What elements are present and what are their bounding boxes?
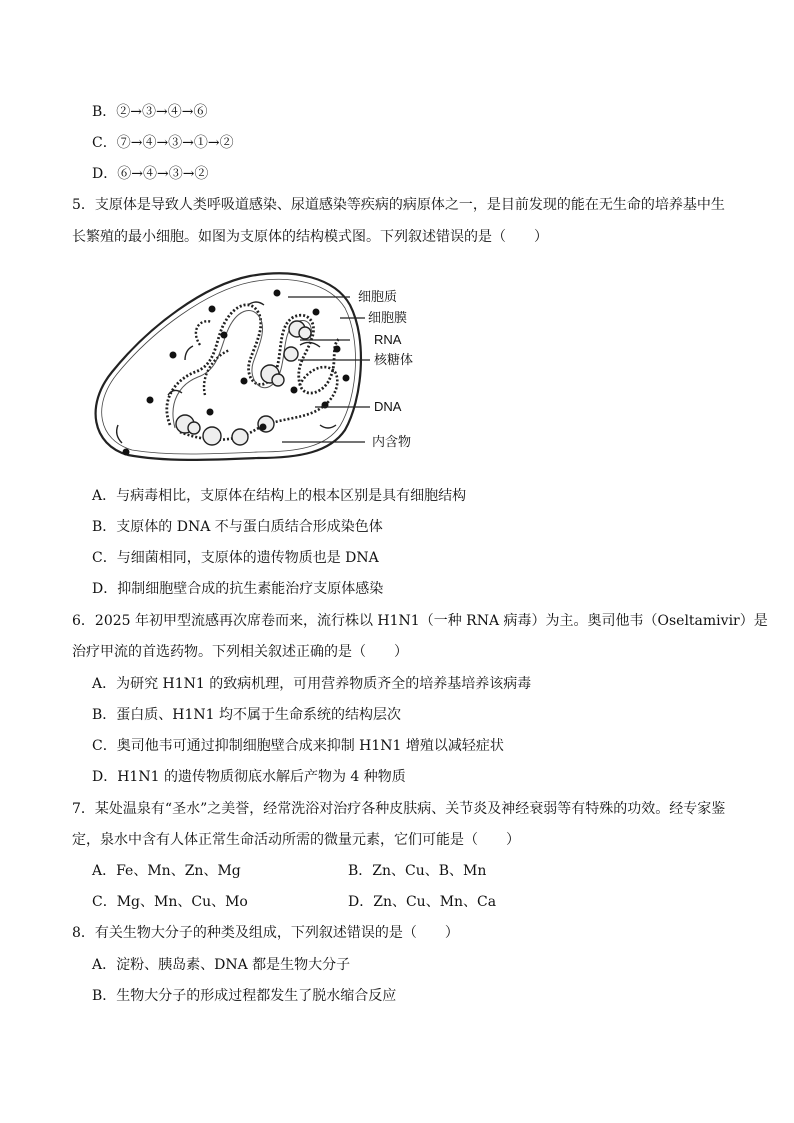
label-cytoplasm: 细胞质 [358, 289, 398, 304]
label-cell-membrane: 细胞膜 [368, 310, 408, 325]
q7-stem-line2: 定，泉水中含有人体正常生命活动所需的微量元素，它们可能是（ ） [72, 832, 520, 848]
q5-stem-line1: 5．支原体是导致人类呼吸道感染、尿道感染等疾病的病原体之一，是目前发现的能在无生命的培养基中生 [72, 197, 725, 213]
q8-stem: 8．有关生物大分子的种类及组成，下列叙述错误的是（ ） [72, 925, 459, 941]
q5-stem-line2: 长繁殖的最小细胞。如图为支原体的结构模式图。下列叙述错误的是（ ） [72, 229, 548, 245]
q7-option-b: B．Zn、Cu、B、Mn [348, 863, 487, 879]
q4-option-c: C．⑦→④→③→①→② [92, 135, 234, 151]
q8-option-b: B．生物大分子的形成过程都发生了脱水缩合反应 [92, 988, 397, 1004]
q5-option-d: D．抑制细胞壁合成的抗生素能治疗支原体感染 [92, 581, 384, 597]
q7-option-c: C．Mg、Mn、Cu、Mo [92, 894, 248, 910]
q4-option-b: B．②→③→④→⑥ [92, 104, 208, 120]
label-ribosome: 核糖体 [374, 352, 414, 367]
q8-option-a: A．淀粉、胰岛素、DNA 都是生物大分子 [92, 957, 351, 973]
q7-option-d: D．Zn、Cu、Mn、Ca [348, 894, 497, 910]
q5-option-c: C．与细菌相同，支原体的遗传物质也是 DNA [92, 550, 379, 566]
dna-loop [167, 305, 340, 425]
q7-option-a: A．Fe、Mn、Zn、Mg [92, 863, 241, 879]
q6-option-d: D．H1N1 的遗传物质彻底水解后产物为 4 种物质 [92, 769, 406, 785]
q6-stem-line2: 治疗甲流的首选药物。下列相关叙述正确的是（ ） [72, 644, 408, 660]
q4-option-d: D．⑥→④→③→② [92, 166, 209, 182]
q6-option-c: C．奥司他韦可通过抑制细胞壁合成来抑制 H1N1 增殖以减轻症状 [92, 738, 504, 754]
label-rna: RNA [374, 332, 402, 347]
q6-option-a: A．为研究 H1N1 的致病机理，可用营养物质齐全的培养基培养该病毒 [92, 676, 532, 692]
leader-lines [282, 297, 370, 442]
rna-strand [248, 302, 264, 305]
q6-option-b: B．蛋白质、H1N1 均不属于生命系统的结构层次 [92, 707, 402, 723]
label-inclusion: 内含物 [372, 434, 412, 449]
q5-option-b: B．支原体的 DNA 不与蛋白质结合形成染色体 [92, 519, 383, 535]
q5-option-a: A．与病毒相比，支原体在结构上的根本区别是具有细胞结构 [92, 488, 467, 504]
label-dna: DNA [374, 399, 402, 414]
q6-stem-line1: 6．2025 年初甲型流感再次席卷而来，流行株以 H1N1（一种 RNA 病毒）为主。奥司他韦（Oseltamivir）是 [72, 613, 768, 629]
q7-stem-line1: 7．某处温泉有“圣水”之美誉，经常洗浴对治疗各种皮肤病、关节炎及神经衰弱等有特殊的功效。经专家鉴 [72, 801, 726, 817]
